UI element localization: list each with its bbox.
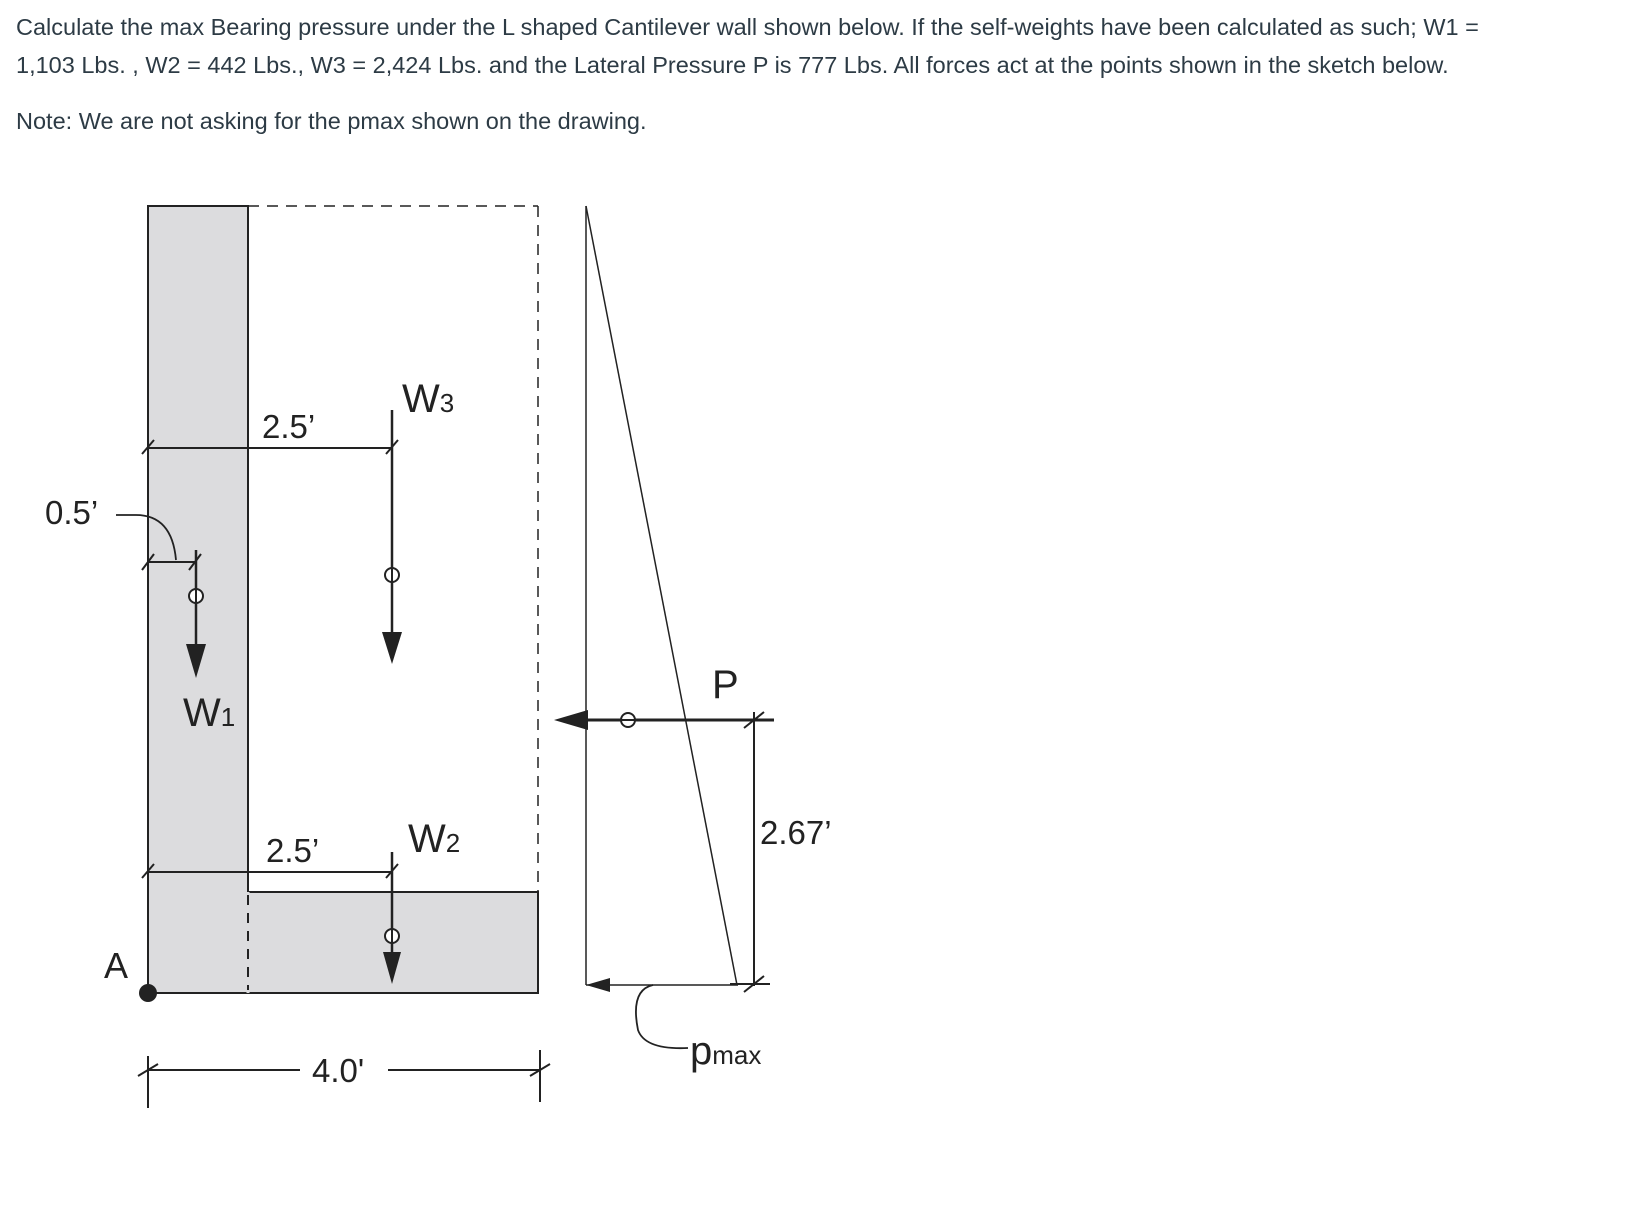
point-a-label: A: [104, 945, 129, 986]
question-line-1: Calculate the max Bearing pressure under the L shaped Cantilever wall shown below. If the self-weights have been calculated as such; W1 =: [16, 14, 1479, 40]
p-label: P: [712, 663, 739, 707]
p-height-dimension: [730, 712, 770, 992]
p-arrowhead: [554, 710, 588, 730]
w2-arm-label: 2.5’: [266, 832, 320, 869]
w3-arrowhead: [382, 632, 402, 664]
pmax-arrowhead: [586, 978, 610, 992]
question-line-2: 1,103 Lbs. , W2 = 442 Lbs., W3 = 2,424 Lbs. and the Lateral Pressure P is 777 Lbs. All forces act at the points shown in the sketch below.: [16, 52, 1449, 78]
w2-label: W2: [408, 817, 461, 861]
pmax-leader: [636, 985, 688, 1048]
base-width-label: 4.0': [312, 1052, 365, 1089]
wall-body: [148, 206, 538, 993]
point-a-dot: [139, 984, 157, 1002]
p-height-label: 2.67’: [760, 814, 832, 851]
pressure-triangle: [586, 206, 738, 985]
w3-arm-label: 2.5’: [262, 408, 316, 445]
question-note: Note: We are not asking for the pmax shown on the drawing.: [16, 108, 647, 134]
stem-offset-label: 0.5’: [45, 494, 99, 531]
w1-label: W1: [183, 691, 236, 735]
w3-label: W3: [402, 377, 455, 421]
pmax-label: pmax: [690, 1029, 762, 1073]
